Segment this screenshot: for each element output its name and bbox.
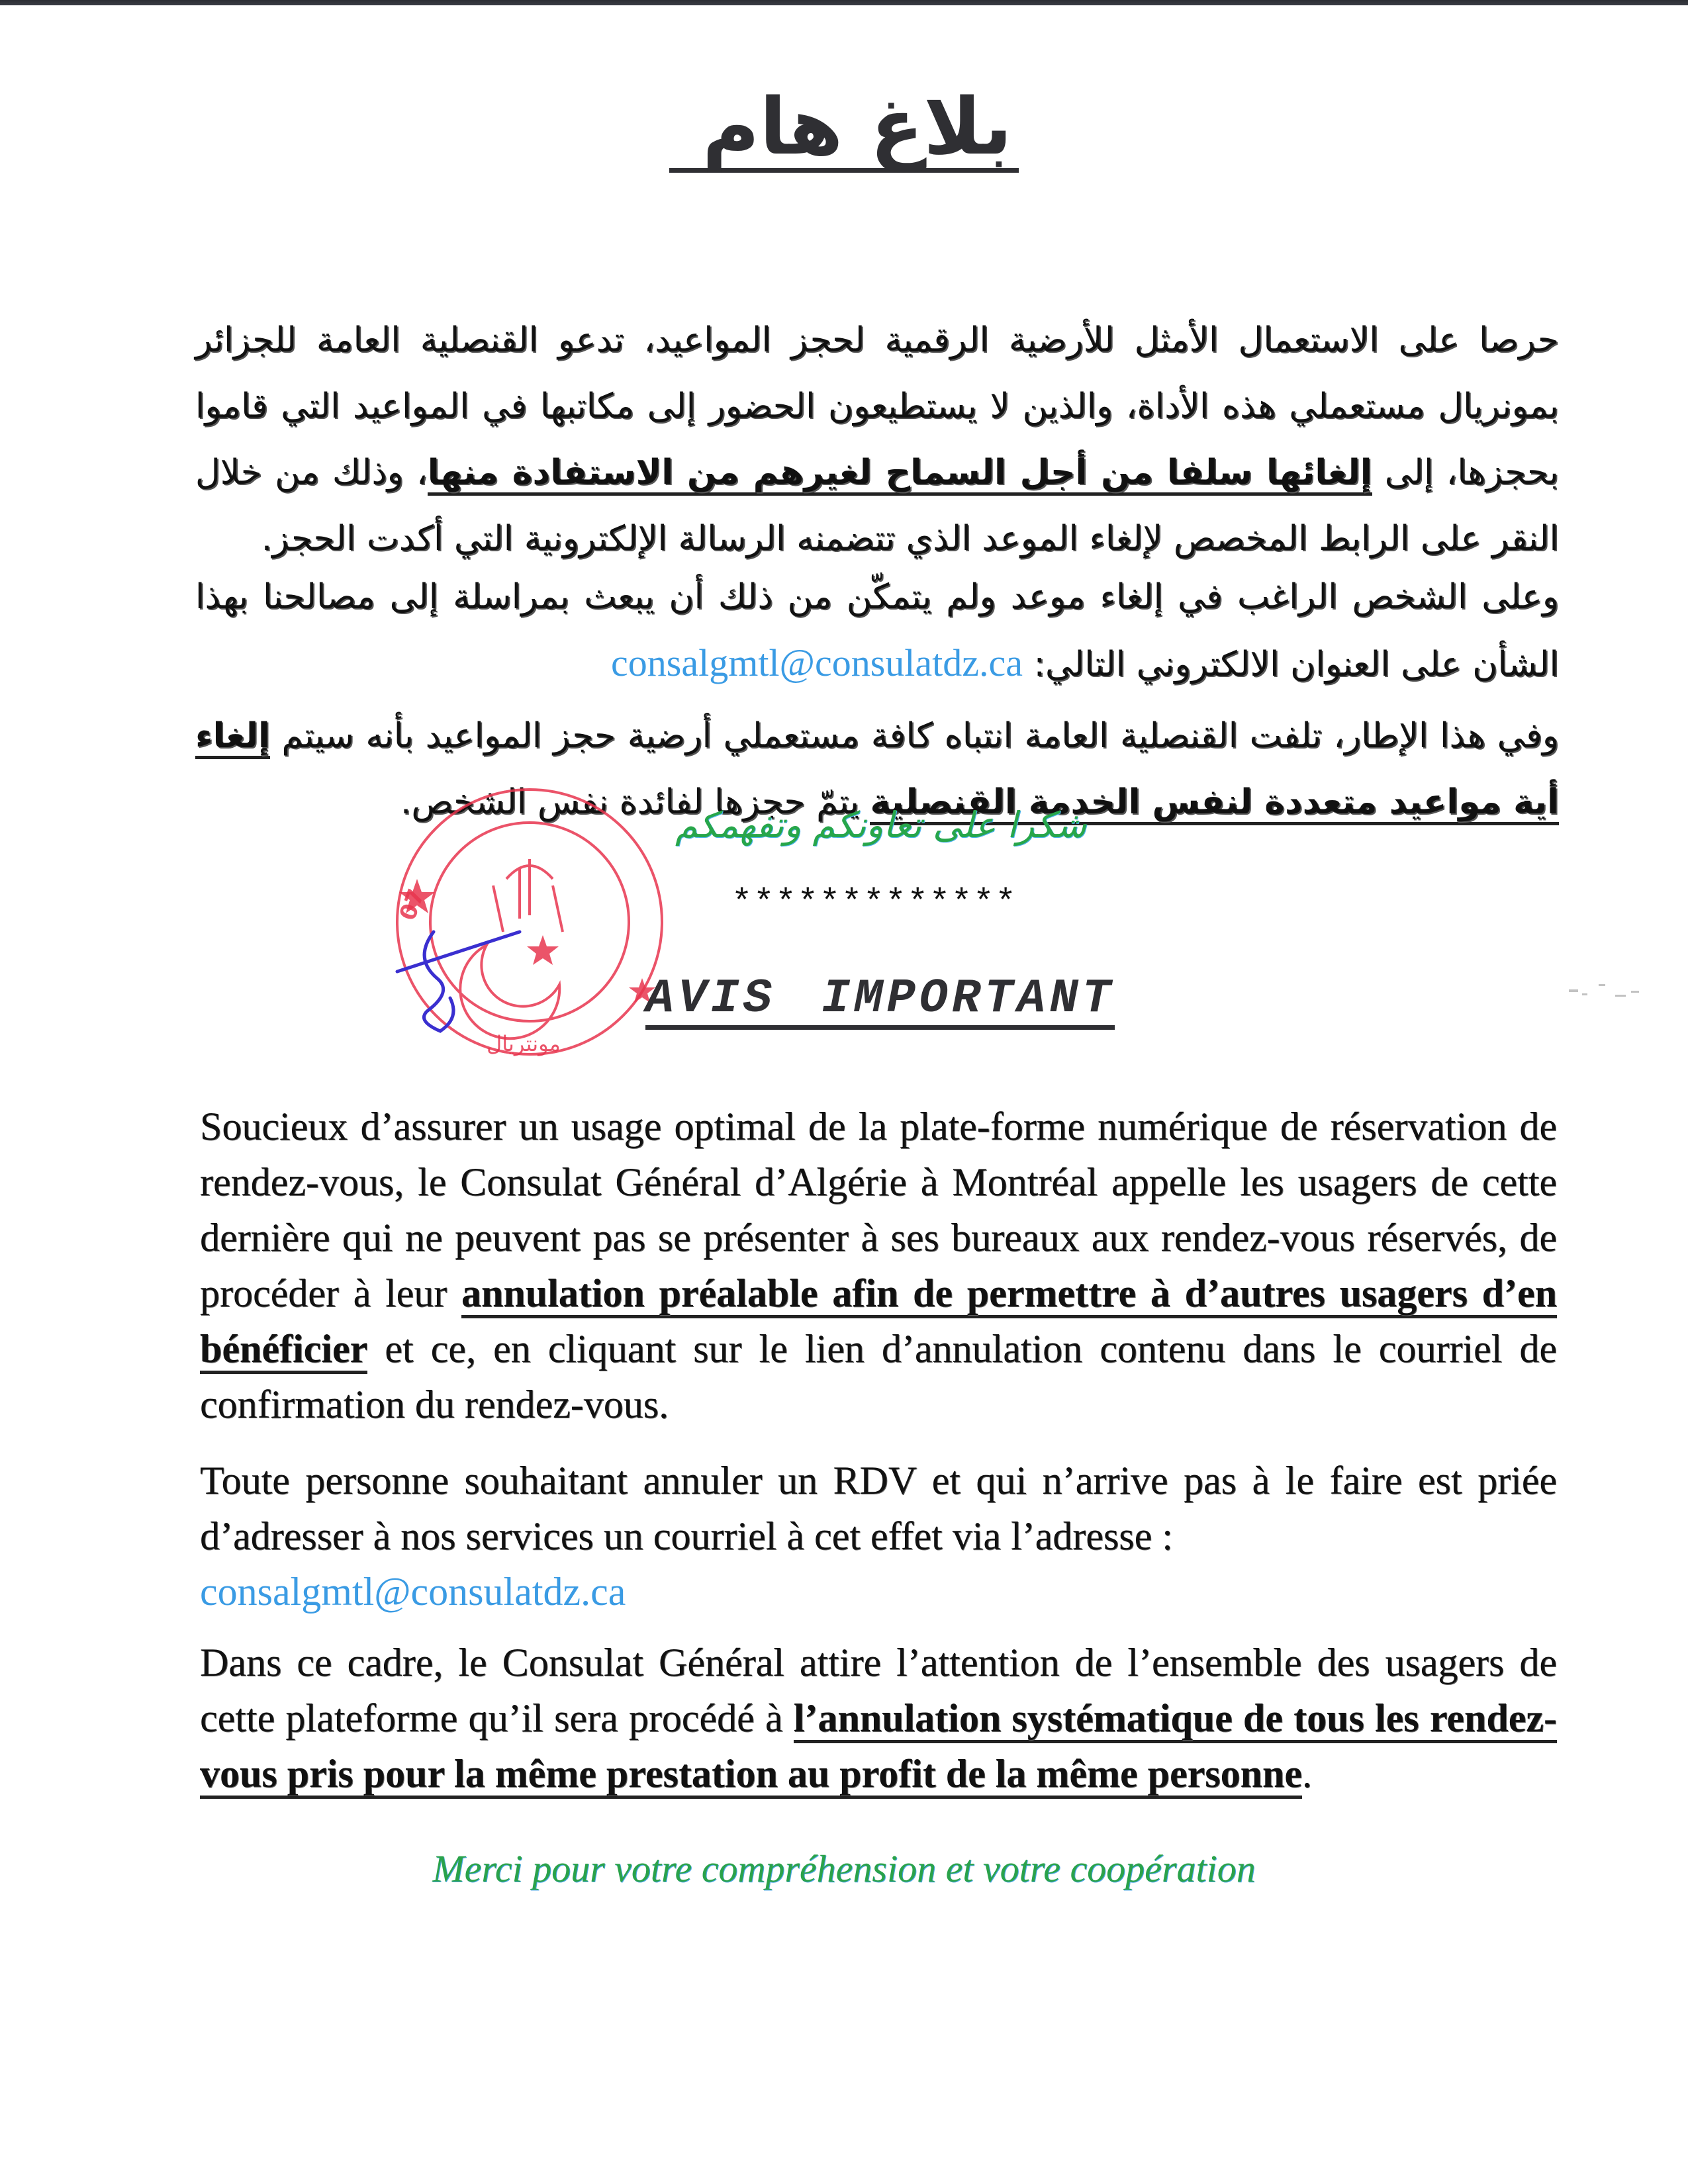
scan-top-edge	[0, 0, 1688, 5]
french-paragraph-1	[200, 1099, 1557, 1432]
arabic-p3-text: وفي هذا الإطار، تلفت القنصلية العامة انتباه كافة مستعملي أرضية حجز المواعيد بأنه سيتم	[269, 716, 1559, 756]
arabic-p3-text-end: يتمّ حجزها لفائدة نفس الشخص.	[400, 782, 870, 822]
arabic-title-text: بلاغ هام	[669, 86, 1019, 173]
stamp-number: 07	[394, 885, 430, 925]
arabic-p1-emphasis: إلغائها سلفا من أجل السماح لغيرهم من الاستفادة منها	[428, 453, 1372, 496]
stamp-outer-ring	[394, 790, 662, 1054]
consulate-stamp	[387, 780, 672, 1064]
french-thanks: Merci pour votre compréhension et votre coopération	[432, 1847, 1256, 1890]
french-title: AVIS IMPORTANT	[645, 973, 1115, 1030]
french-p3-emphasis: l’annulation systématique de tous les rendez-vous pris pour la même prestation au profit de la même personne	[200, 1696, 1557, 1799]
arabic-email-link[interactable]: consalgmtl@consulatdz.ca	[611, 641, 1023, 684]
stamp-emblem-lines	[493, 859, 563, 932]
arabic-p1-text-end: ، وذلك من خلال النقر على الرابط المخصص لإلغاء الموعد الذي تتضمنه الرسالة الإلكترونية التي أكدت الحجز.	[195, 453, 1559, 559]
stamp-city: مونتريال	[487, 1031, 561, 1056]
arabic-paragraph-1	[195, 307, 1559, 572]
french-p2-text: Toute personne souhaitant annuler un RDV et qui n’arrive pas à le faire est priée d’adresser à nos services un courriel à cet effet via l’adresse :	[200, 1459, 1557, 1558]
french-p3-text-end: .	[1301, 1752, 1312, 1796]
french-paragraph-2	[200, 1453, 1557, 1619]
arabic-paragraph-2	[195, 564, 1559, 698]
french-p1-text-end: et ce, en cliquant sur le lien d’annulation contenu dans le courriel de confirmation du rendez-vous.	[200, 1327, 1557, 1426]
separator-asterisks: *************	[731, 884, 1017, 923]
arabic-p2-text: وعلى الشخص الراغب في إلغاء موعد ولم يتمكّن من ذلك أن يبعث بمراسلة إلى مصالحنا بهذا الشأن على العنوان الالكتروني التالي:	[195, 577, 1559, 684]
french-p1-text: Soucieux d’assurer un usage optimal de la plate-forme numérique de réservation de rendez-vous, le Consulat Général d’Algérie à Montréal appelle les usagers de cette dernière qui ne peuvent pas se présenter à ses bureaux aux rendez-vous réservés, de procéder à leur	[200, 1105, 1557, 1315]
scan-artifact	[1562, 976, 1648, 1003]
french-paragraph-3	[200, 1635, 1557, 1801]
arabic-title	[0, 81, 1688, 173]
star-icon	[527, 935, 559, 965]
arabic-thanks: شكرا على تعاونكم وتفهمكم	[675, 804, 1087, 846]
arabic-p3-emphasis: إلغاء أية مواعيد متعددة لنفس الخدمة القنصلية	[195, 716, 1559, 825]
french-p3-text: Dans ce cadre, le Consulat Général attire l’attention de l’ensemble des usagers de cette plateforme qu’il sera procédé à	[200, 1641, 1557, 1740]
french-p1-emphasis: annulation préalable afin de permettre à d’autres usagers d’en bénéficier	[200, 1271, 1557, 1374]
french-email-link[interactable]: consalgmtl@consulatdz.ca	[200, 1570, 626, 1614]
arabic-p1-text: حرصا على الاستعمال الأمثل للأرضية الرقمية لحجز المواعيد، تدعو القنصلية العامة للجزائر بمونريال مستعملي هذه الأداة، والذين لا يستطيعون الحضور إلى مكاتبها في المواعيد التي قاموا بحجزها، إلى	[195, 320, 1559, 492]
